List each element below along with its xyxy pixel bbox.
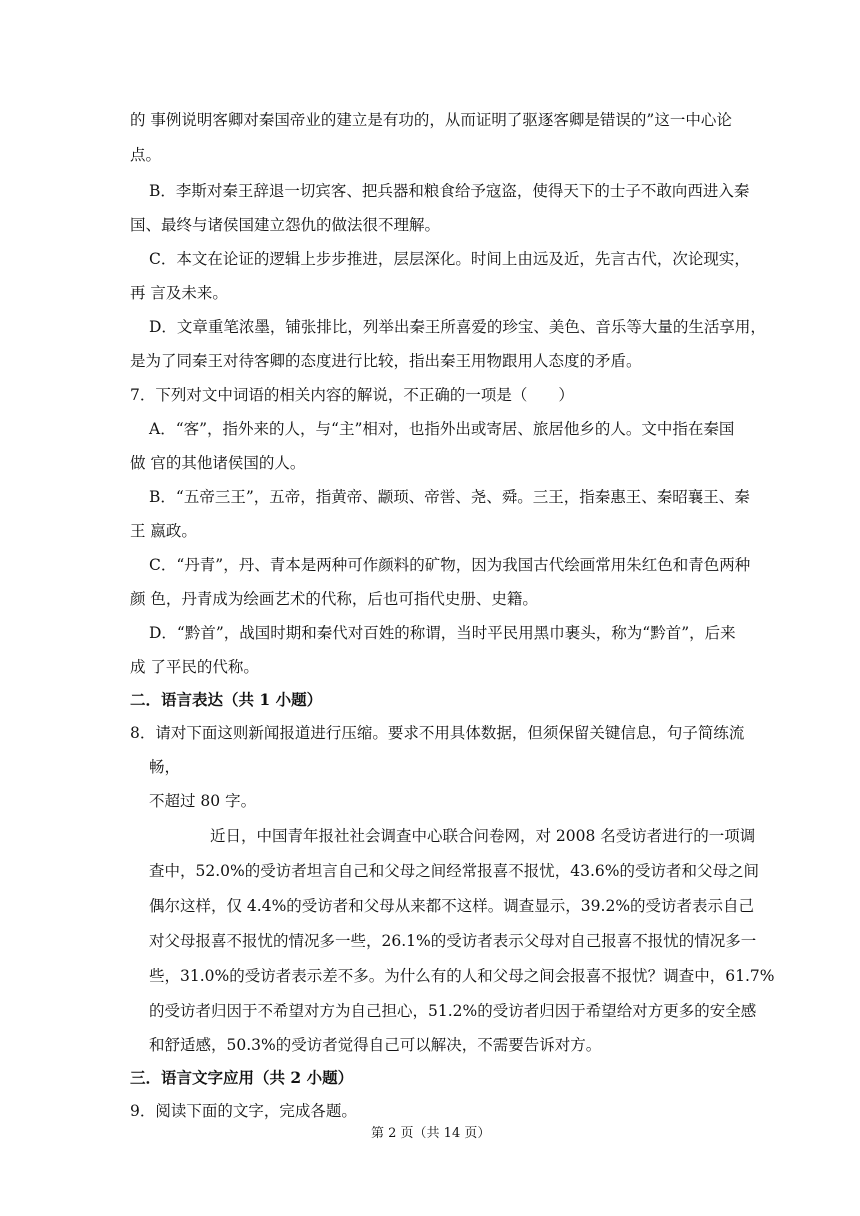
question-7: 7．下列对文中词语的相关内容的解说，不正确的一项是（ ）: [130, 386, 574, 404]
text-line: D．“黔首”，战国时期和秦代对百姓的称谓，当时平民用黑巾裹头，称为“黔首”，后来: [149, 624, 736, 642]
text-line: B．李斯对秦王辞退一切宾客、把兵器和粮食给予寇盗，使得天下的士子不敢向西进入秦: [149, 182, 750, 200]
text-line: 国、最终与诸侯国建立怨仇的做法很不理解。: [130, 216, 441, 234]
section-heading: 三．语言文字应用（共 2 小题）: [130, 1068, 354, 1087]
news-paragraph-line: 的受访者归因于不希望对方为自己担心，51.2%的受访者归因于希望给对方更多的安全感: [149, 1002, 757, 1020]
text-line: B．“五帝三王”，五帝，指黄帝、颛顼、帝喾、尧、舜。三王，指秦惠王、秦昭襄王、秦: [149, 488, 750, 506]
text-line: 畅，: [149, 758, 181, 776]
section-heading: 二．语言表达（共 1 小题）: [130, 690, 323, 709]
news-paragraph-line: 些，31.0%的受访者表示差不多。为什么有的人和父母之间会报喜不报忧？调查中，61.7%: [149, 967, 775, 985]
text-line: 王 嬴政。: [130, 522, 197, 540]
text-line: 再 言及未来。: [130, 284, 228, 302]
text-line: A．“客”，指外来的人，与“主”相对，也指外出或寄居、旅居他乡的人。文中指在秦国: [149, 420, 735, 438]
text-line: 做 官的其他诸侯国的人。: [130, 454, 306, 472]
question-9: 9．阅读下面的文字，完成各题。: [130, 1102, 357, 1120]
question-8: 8．请对下面这则新闻报道进行压缩。要求不用具体数据，但须保留关键信息，句子简练流: [130, 724, 745, 742]
news-paragraph-line: 查中，52.0%的受访者坦言自己和父母之间经常报喜不报忧，43.6%的受访者和父母之间: [149, 862, 759, 880]
text-line: C．本文在论证的逻辑上步步推进，层层深化。时间上由远及近，先言古代，次论现实，: [149, 250, 750, 268]
text-line: 点。: [130, 146, 162, 164]
news-paragraph-line: 偶尔这样，仅 4.4%的受访者和父母从来都不这样。调查显示，39.2%的受访者表示自己: [149, 897, 755, 915]
news-paragraph-line: 对父母报喜不报忧的情况多一些，26.1%的受访者表示父母对自己报喜不报忧的情况多一: [149, 932, 757, 950]
text-line: 的 事例说明客卿对秦国帝业的建立是有功的，从而证明了驱逐客卿是错误的”这一中心论: [130, 111, 732, 129]
text-line: 是为了同秦王对待客卿的态度进行比较，指出秦王用物跟用人态度的矛盾。: [130, 352, 642, 370]
text-line: C．“丹青”，丹、青本是两种可作颜料的矿物，因为我国古代绘画常用朱红色和青色两种: [149, 556, 751, 574]
text-line: 颜 色，丹青成为绘画艺术的代称，后也可指代史册、史籍。: [130, 590, 538, 608]
news-paragraph-line: 近日，中国青年报社社会调查中心联合问卷网，对 2008 名受访者进行的一项调: [210, 827, 756, 845]
text-line: 不超过 80 字。: [149, 792, 257, 810]
news-paragraph-line: 和舒适感，50.3%的受访者觉得自己可以解决，不需要告诉对方。: [149, 1036, 602, 1054]
text-line: D．文章重笔浓墨，铺张排比，列举出秦王所喜爱的珍宝、美色、音乐等大量的生活享用，: [149, 318, 766, 336]
page-footer: 第 2 页（共 14 页）: [371, 1126, 491, 1141]
text-line: 成 了平民的代称。: [130, 658, 259, 676]
